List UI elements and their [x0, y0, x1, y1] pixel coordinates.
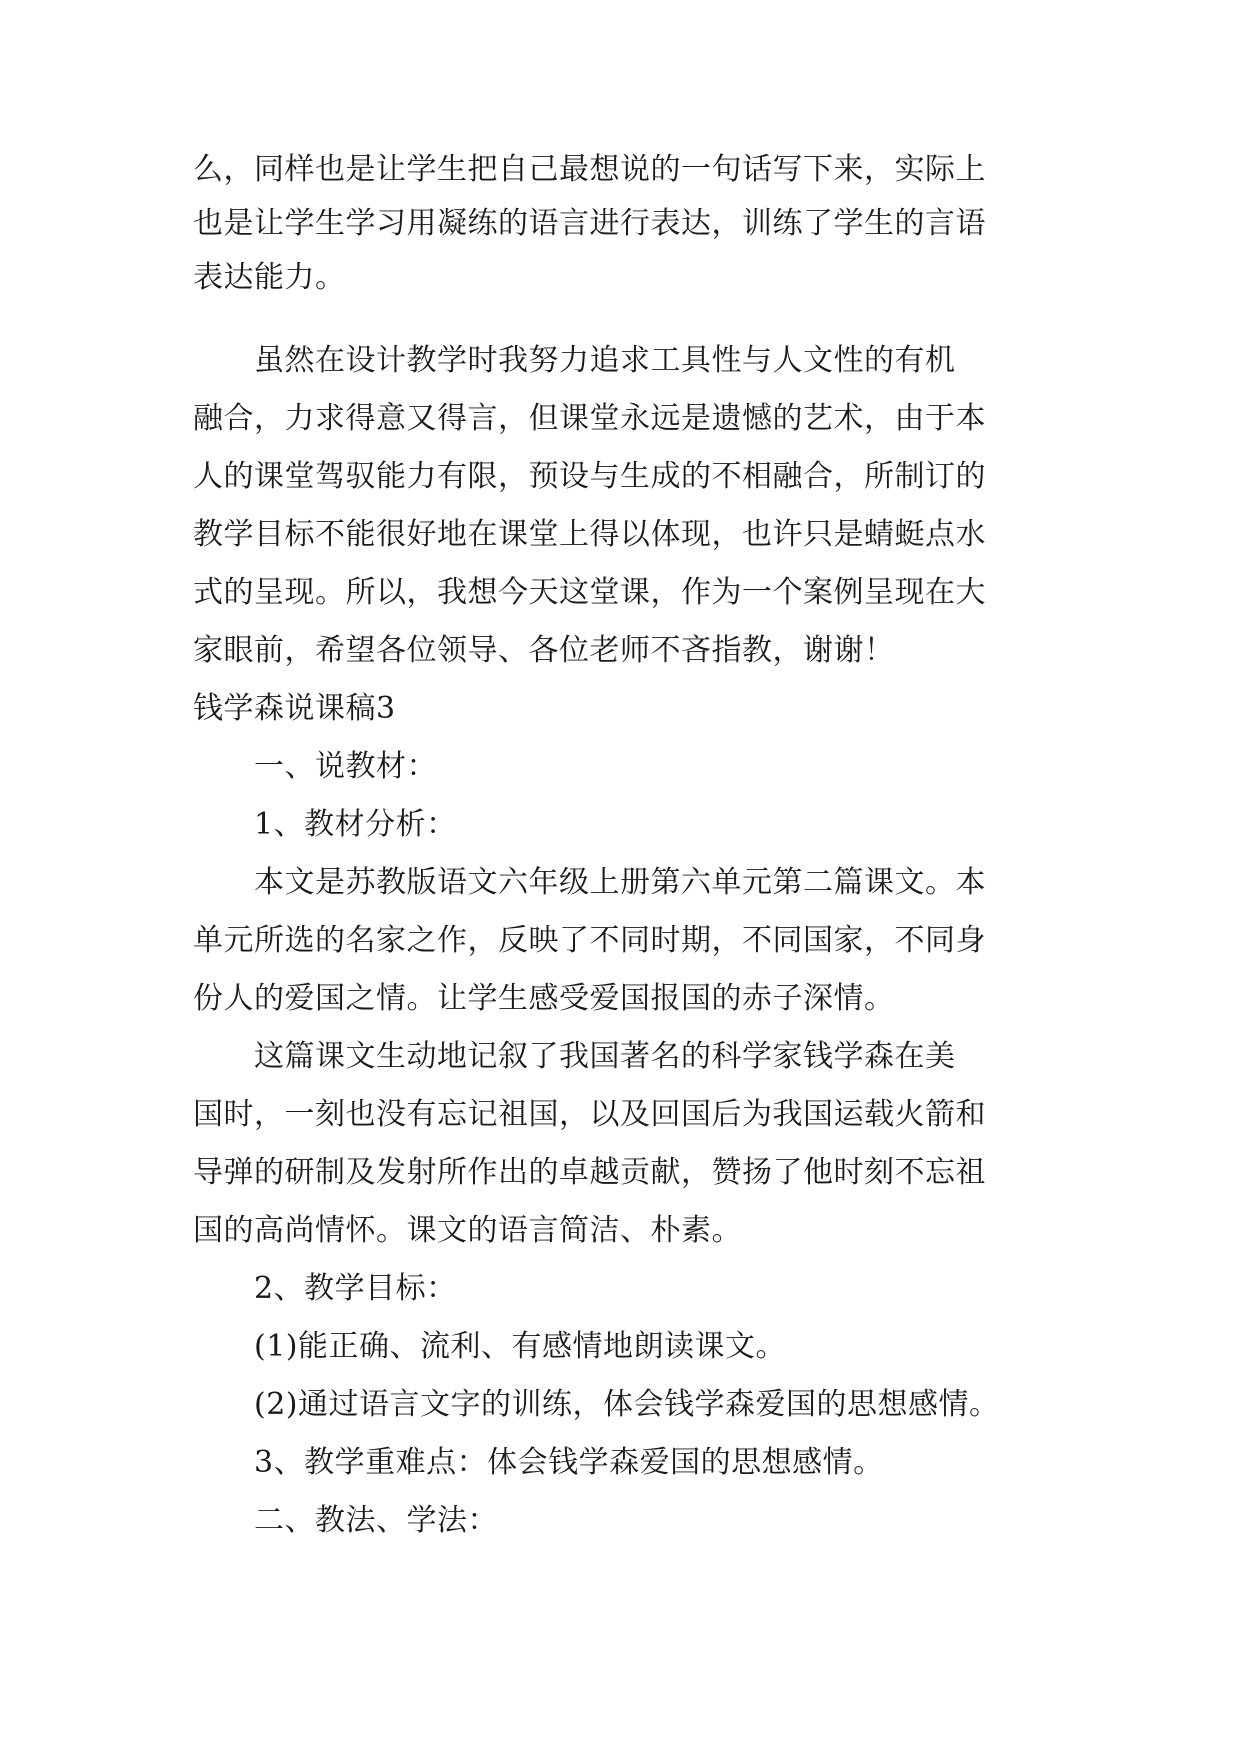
- paragraph-line: 国的高尚情怀。课文的语言简洁、朴素。: [193, 1213, 742, 1248]
- paragraph-line: 家眼前，希望各位领导、各位老师不吝指教，谢谢！: [193, 633, 895, 668]
- section-subheading: 二、教法、学法：: [254, 1503, 498, 1538]
- paragraph-line: 人的课堂驾驭能力有限，预设与生成的不相融合，所制订的: [193, 459, 986, 494]
- section-subheading: 2、教学目标：: [254, 1271, 457, 1306]
- paragraph-line: 式的呈现。所以，我想今天这堂课，作为一个案例呈现在大: [193, 575, 986, 610]
- paragraph-line: 也是让学生学习用凝练的语言进行表达，训练了学生的言语: [193, 206, 986, 241]
- list-item: (1)能正确、流利、有感情地朗读课文。: [254, 1329, 786, 1364]
- paragraph-line: 融合，力求得意又得言，但课堂永远是遗憾的艺术，由于本: [193, 401, 986, 436]
- paragraph-line: 国时，一刻也没有忘记祖国，以及回国后为我国运载火箭和: [193, 1097, 986, 1132]
- paragraph-line: 么，同样也是让学生把自己最想说的一句话写下来，实际上: [193, 152, 986, 187]
- section-subheading: 3、教学重难点：体会钱学森爱国的思想感情。: [254, 1445, 884, 1480]
- section-subheading: 1、教材分析：: [254, 807, 457, 842]
- section-subheading: 一、说教材：: [254, 749, 437, 784]
- paragraph-line: 导弹的研制及发射所作出的卓越贡献，赞扬了他时刻不忘祖: [193, 1155, 986, 1190]
- paragraph-line: 虽然在设计教学时我努力追求工具性与人文性的有机: [254, 343, 956, 378]
- section-heading: 钱学森说课稿3: [193, 691, 396, 726]
- paragraph-line: 教学目标不能很好地在课堂上得以体现，也许只是蜻蜓点水: [193, 517, 986, 552]
- list-item: (2)通过语言文字的训练，体会钱学森爱国的思想感情。: [254, 1387, 1000, 1422]
- paragraph-line: 本文是苏教版语文六年级上册第六单元第二篇课文。本: [254, 865, 986, 900]
- paragraph-line: 这篇课文生动地记叙了我国著名的科学家钱学森在美: [254, 1039, 956, 1074]
- paragraph-line: 份人的爱国之情。让学生感受爱国报国的赤子深情。: [193, 981, 895, 1016]
- paragraph-line: 表达能力。: [193, 260, 346, 295]
- paragraph-line: 单元所选的名家之作，反映了不同时期，不同国家，不同身: [193, 923, 986, 958]
